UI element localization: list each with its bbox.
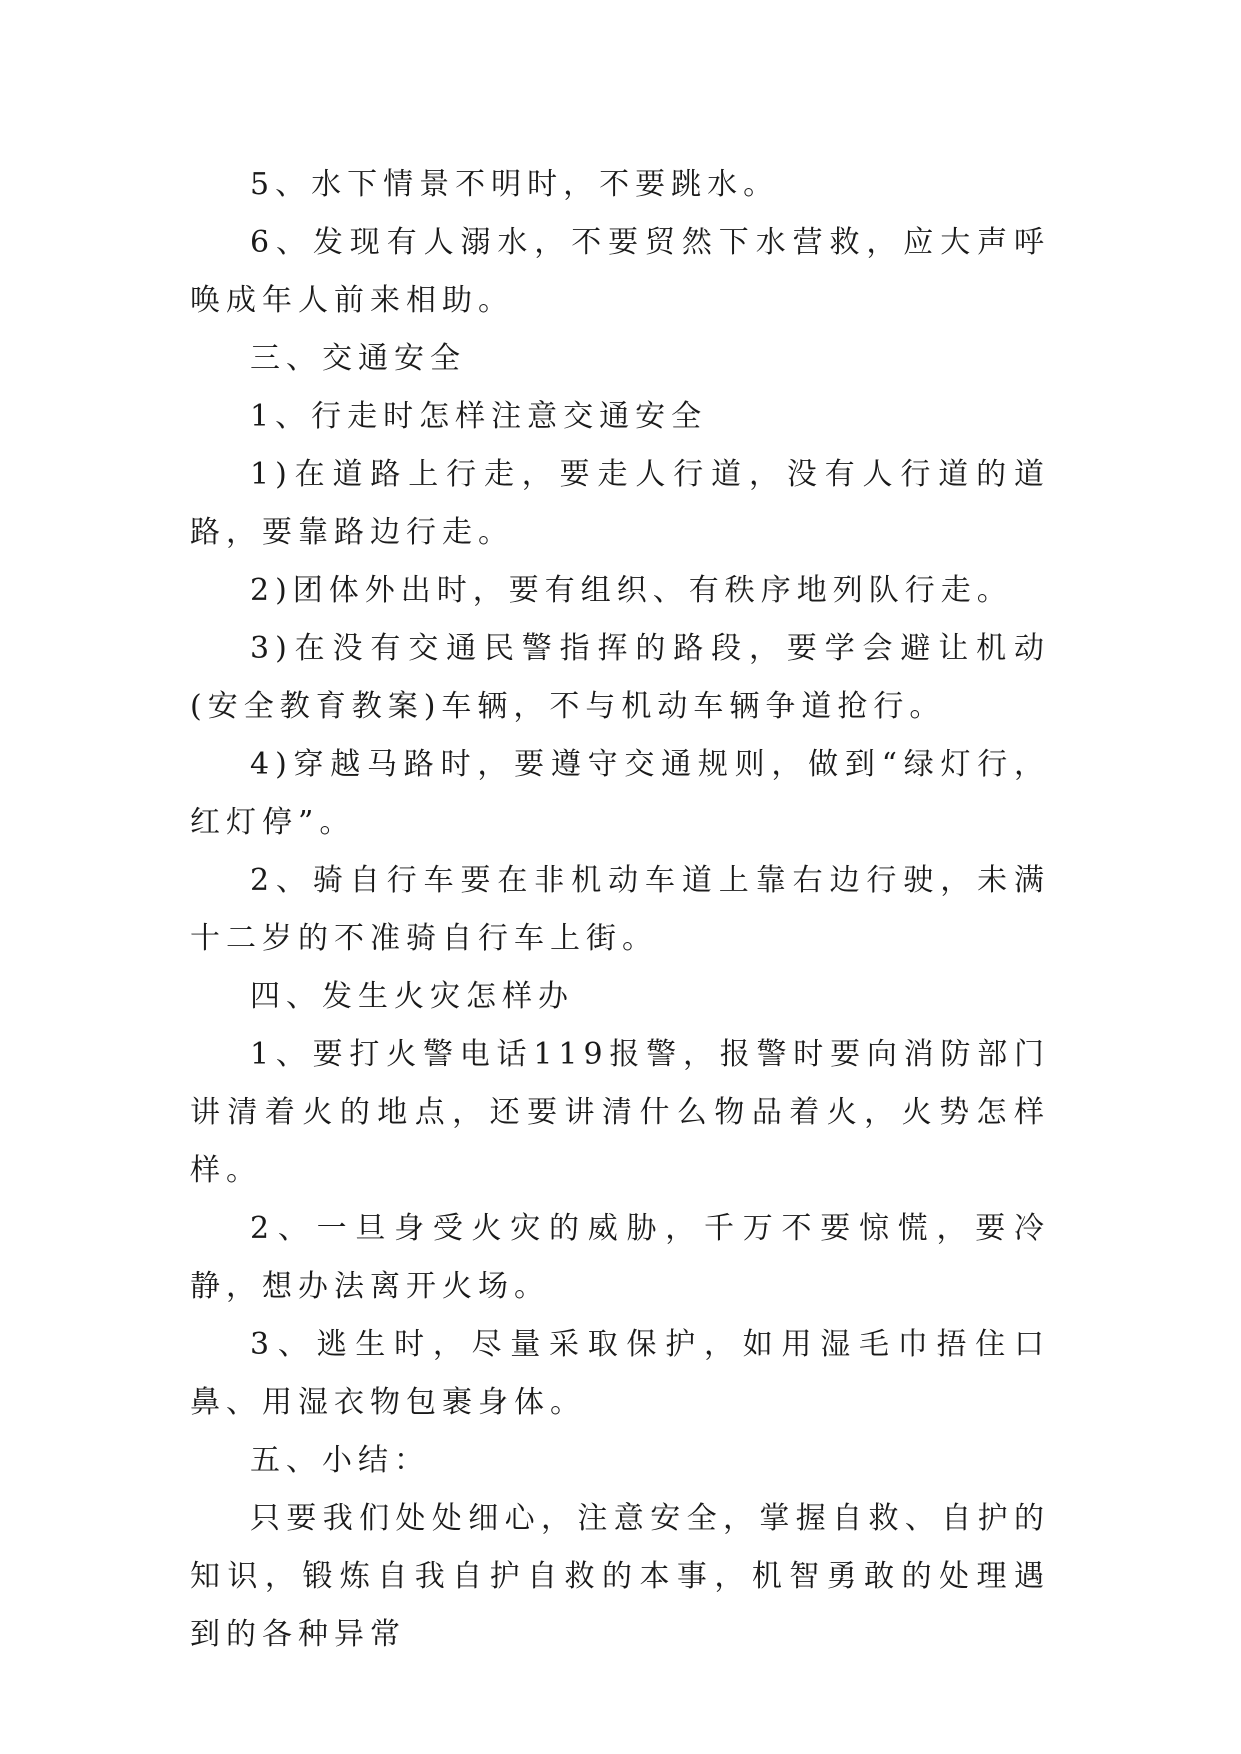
- paragraph: 1)在道路上行走，要走人行道，没有人行道的道路，要靠路边行走。: [190, 457, 1050, 550]
- section-heading: 五、小结：: [250, 1443, 430, 1478]
- paragraph: 2)团体外出时，要有组织、有秩序地列队行走。: [250, 573, 1013, 608]
- paragraph: 只要我们处处细心，注意安全，掌握自救、自护的知识，锻炼自我自护自救的本事，机智勇敢的处理遇到的各种异常: [190, 1501, 1050, 1652]
- paragraph: 3)在没有交通民警指挥的路段，要学会避让机动(安全教育教案)车辆，不与机动车辆争道抢行。: [190, 631, 1050, 724]
- paragraph: 5、水下情景不明时，不要跳水。: [250, 167, 780, 202]
- paragraph: 1、要打火警电话119报警，报警时要向消防部门讲清着火的地点，还要讲清什么物品着火，火势怎样样。: [190, 1037, 1050, 1188]
- paragraph: 2、骑自行车要在非机动车道上靠右边行驶，未满十二岁的不准骑自行车上街。: [190, 863, 1050, 956]
- subsection-heading: 1、行走时怎样注意交通安全: [250, 399, 708, 434]
- paragraph: 2、一旦身受火灾的威胁，千万不要惊慌，要冷静，想办法离开火场。: [190, 1211, 1050, 1304]
- paragraph: 6、发现有人溺水，不要贸然下水营救，应大声呼唤成年人前来相助。: [190, 225, 1050, 318]
- section-heading: 四、发生火灾怎样办: [250, 979, 574, 1014]
- paragraph: 3、逃生时，尽量采取保护，如用湿毛巾捂住口鼻、用湿衣物包裹身体。: [190, 1327, 1050, 1420]
- paragraph: 4)穿越马路时，要遵守交通规则，做到“绿灯行，红灯停”。: [190, 747, 1050, 840]
- document-body: [190, 156, 1050, 1664]
- section-heading: 三、交通安全: [250, 341, 466, 376]
